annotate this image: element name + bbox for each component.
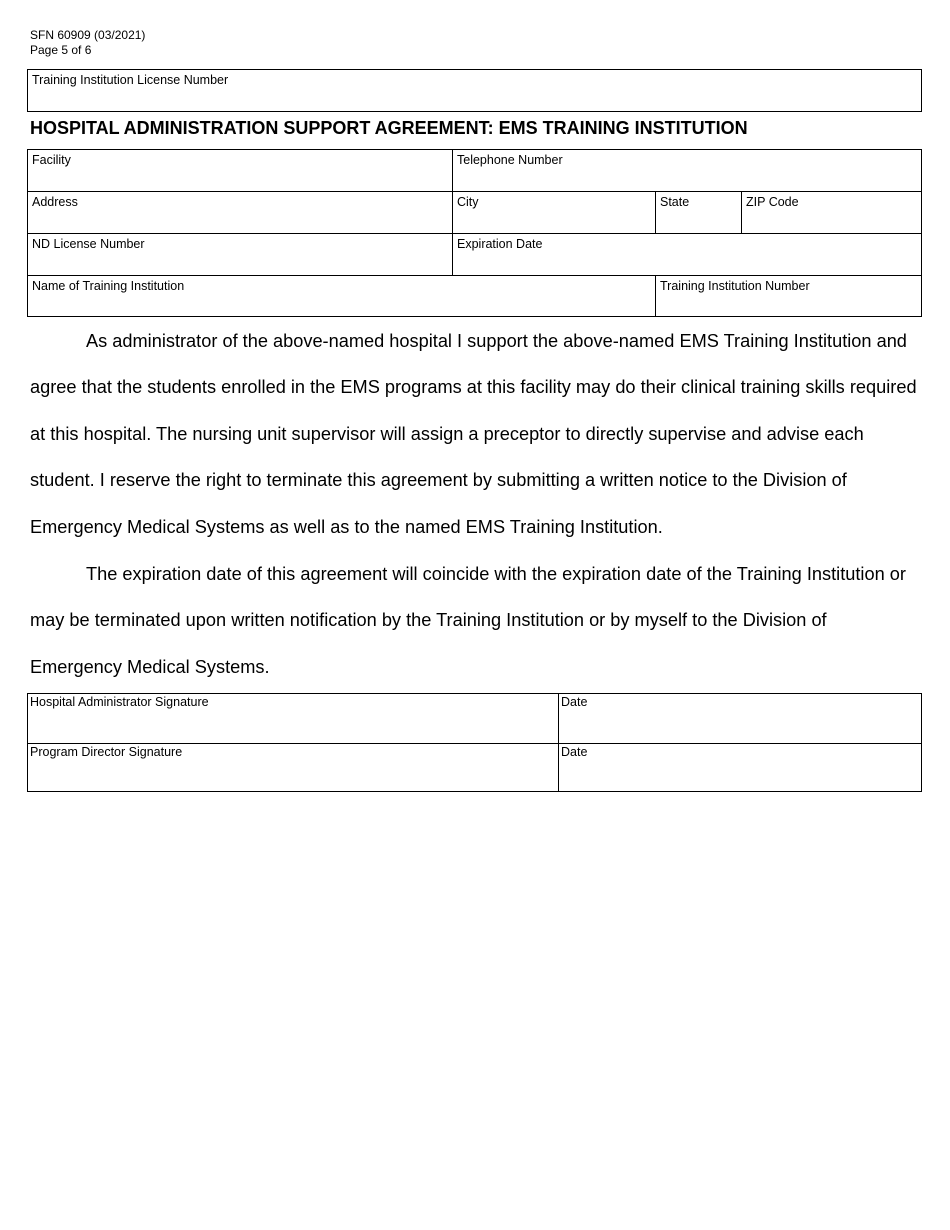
form-header: [30, 28, 145, 58]
agreement-text-1: As administrator of the above-named hospital I support the above-named EMS Training Institution and agree that the students enrolled in the EMS programs at this facility may do their clinical training skills required at this hospital. The nursing unit supervisor will assign a preceptor to directly supervise and advise each student. I reserve the right to terminate this agreement by submitting a written notice to the Division of Emergency Medical Systems as well as to the named EMS Training Institution.: [30, 331, 917, 537]
institution-name-label: Name of Training Institution: [32, 279, 185, 293]
zip-field[interactable]: [742, 192, 921, 233]
director-signature-label: Program Director Signature: [30, 745, 183, 759]
address-field[interactable]: [28, 192, 452, 233]
form-number: SFN 60909 (03/2021): [30, 28, 146, 42]
expiration-date-label: Expiration Date: [457, 237, 543, 251]
director-date-field[interactable]: [559, 744, 921, 791]
agreement-text-2: The expiration date of this agreement will coincide with the expiration date of the Training Institution or may be terminated upon written notification by the Training Institution or by myself to the Division of Emergency Medical Systems.: [30, 564, 906, 677]
facility-table: [27, 149, 922, 317]
address-label: Address: [32, 195, 78, 209]
license-number-label: Training Institution License Number: [32, 73, 229, 87]
license-number-field[interactable]: [27, 69, 922, 112]
admin-date-label: Date: [561, 695, 588, 709]
state-field[interactable]: [656, 192, 741, 233]
zip-label: ZIP Code: [746, 195, 799, 209]
facility-field[interactable]: [28, 150, 452, 191]
state-label: State: [660, 195, 690, 209]
institution-number-label: Training Institution Number: [660, 279, 810, 293]
nd-license-field[interactable]: [28, 234, 452, 275]
signature-table: [27, 693, 922, 792]
expiration-date-field[interactable]: [453, 234, 921, 275]
page-number: Page 5 of 6: [30, 43, 92, 57]
telephone-field[interactable]: [453, 150, 921, 191]
institution-name-field[interactable]: [28, 276, 655, 317]
nd-license-label: ND License Number: [32, 237, 145, 251]
agreement-paragraph-1: [30, 318, 920, 550]
admin-signature-field[interactable]: [28, 694, 558, 743]
admin-signature-label: Hospital Administrator Signature: [30, 695, 209, 709]
section-title: HOSPITAL ADMINISTRATION SUPPORT AGREEMENT: EMS TRAINING INSTITUTION: [30, 118, 748, 138]
city-field[interactable]: [453, 192, 655, 233]
facility-label: Facility: [32, 153, 71, 167]
admin-date-field[interactable]: [559, 694, 921, 743]
director-signature-field[interactable]: [28, 744, 558, 791]
city-label: City: [457, 195, 479, 209]
director-date-label: Date: [561, 745, 588, 759]
telephone-label: Telephone Number: [457, 153, 563, 167]
institution-number-field[interactable]: [656, 276, 921, 317]
agreement-paragraph-2: [30, 551, 920, 690]
